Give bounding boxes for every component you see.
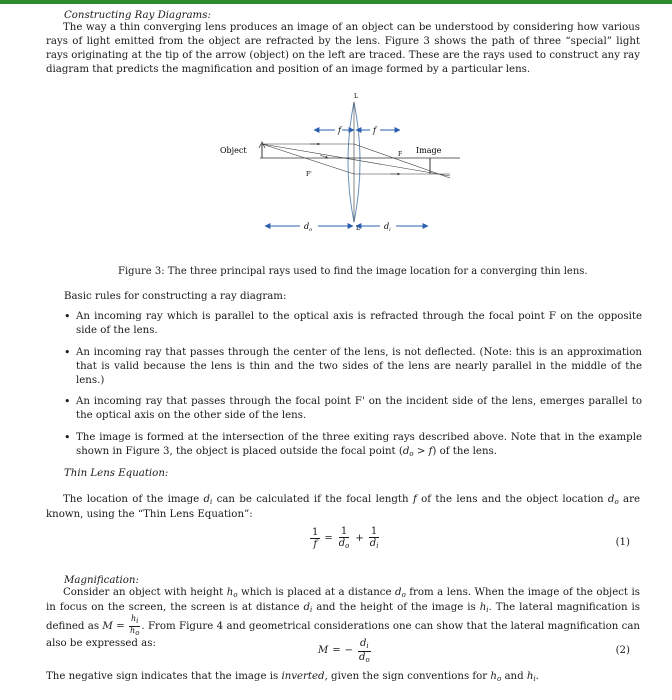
focal-length-left-label: f — [338, 126, 341, 135]
lens-label-top: L — [354, 93, 358, 100]
ray-diagram-figure — [210, 86, 460, 256]
rule-item-4: • The image is formed at the intersection of the three exiting rays described above. Note that in the example shown in Figure 3, the object is placed outside the focal point $(d_o > f)$ of the lens. — [64, 431, 642, 459]
thin-lens-equation: $\frac{1}{f}$ = $\frac{1}{d_o}$ + $\frac{1}{d_i}$ — [312, 526, 379, 550]
lens-label-bottom: L' — [356, 225, 362, 232]
magnification-paragraph: Consider an object with height $h_o$ which is placed at a distance $d_o$ from a lens. When the image of the object is in focus on the screen, the screen is at distance $d_i$ and the height of the image is $h_i$. The lateral magnification is defined as M = $\frac{h_i}{h_o}$ . From Figure 4 and geometrical considerations one can show that the lateral magnification can also be expressed as: — [46, 587, 641, 650]
rule-item-1: • An incoming ray which is parallel to the optical axis is refracted through the focal point F on the opposite side of the lens. — [64, 310, 642, 338]
equation-number-2: (2) — [615, 645, 630, 656]
intro-paragraph — [46, 21, 640, 77]
focal-length-right-label: f — [373, 126, 376, 135]
rules-heading: Basic rules for constructing a ray diagram: — [64, 291, 287, 302]
ray-focal-in — [262, 144, 354, 174]
focal-point-left-label: F' — [306, 171, 312, 178]
top-border — [0, 0, 672, 4]
figure-caption: Figure 3: The three principal rays used to find the image location for a converging thin lens. — [118, 266, 588, 277]
focal-point-right-label: F — [398, 151, 403, 158]
image-distance-label: $d_i$ — [384, 222, 391, 233]
thin-lens-paragraph: The location of the image $d_i$ can be calculated if the focal length f of the lens and the object location $d_o$ are known, using the “Thin Lens Equation”: — [46, 494, 640, 520]
magnification-equation: M = − $\frac{d_i}{d_o}$ — [318, 638, 370, 664]
section-title-thin-lens: Thin Lens Equation: — [64, 468, 169, 479]
section-title-ray-diagrams: Constructing Ray Diagrams: — [64, 10, 211, 21]
section-title-magnification: Magnification: — [64, 575, 139, 586]
image-label: Image — [416, 146, 442, 155]
rule-item-2: • An incoming ray that passes through the center of the lens, is not deflected. (Note: this is an approximation that is valid because the lens is thin and the two sides of the lens are nearly parallel in the middle of the lens.) — [64, 346, 642, 388]
object-label: Object — [220, 146, 247, 155]
closing-paragraph: The negative sign indicates that the image is inverted, given the sign conventions for $h_o$ and $h_i$. — [46, 671, 539, 683]
rule-item-3: • An incoming ray that passes through the focal point F' on the incident side of the lens, emerges parallel to the optical axis on the other side of the lens. — [64, 395, 642, 423]
ray-arrow-1 — [320, 155, 328, 158]
intro-text: The way a thin converging lens produces an image of an object can be understood by considering how various rays of light emitted from the object are refracted by the lens. Figure 3 shows the path of three “special” light rays originating at the tip of the arrow (object) on the left are traced. These are the rays used to construct any ray diagram that predicts the magnification and position of an image formed by a particular lens. — [46, 22, 640, 75]
object-distance-label: $d_o$ — [304, 222, 313, 233]
rules-list — [64, 310, 642, 468]
equation-number-1: (1) — [615, 537, 630, 548]
